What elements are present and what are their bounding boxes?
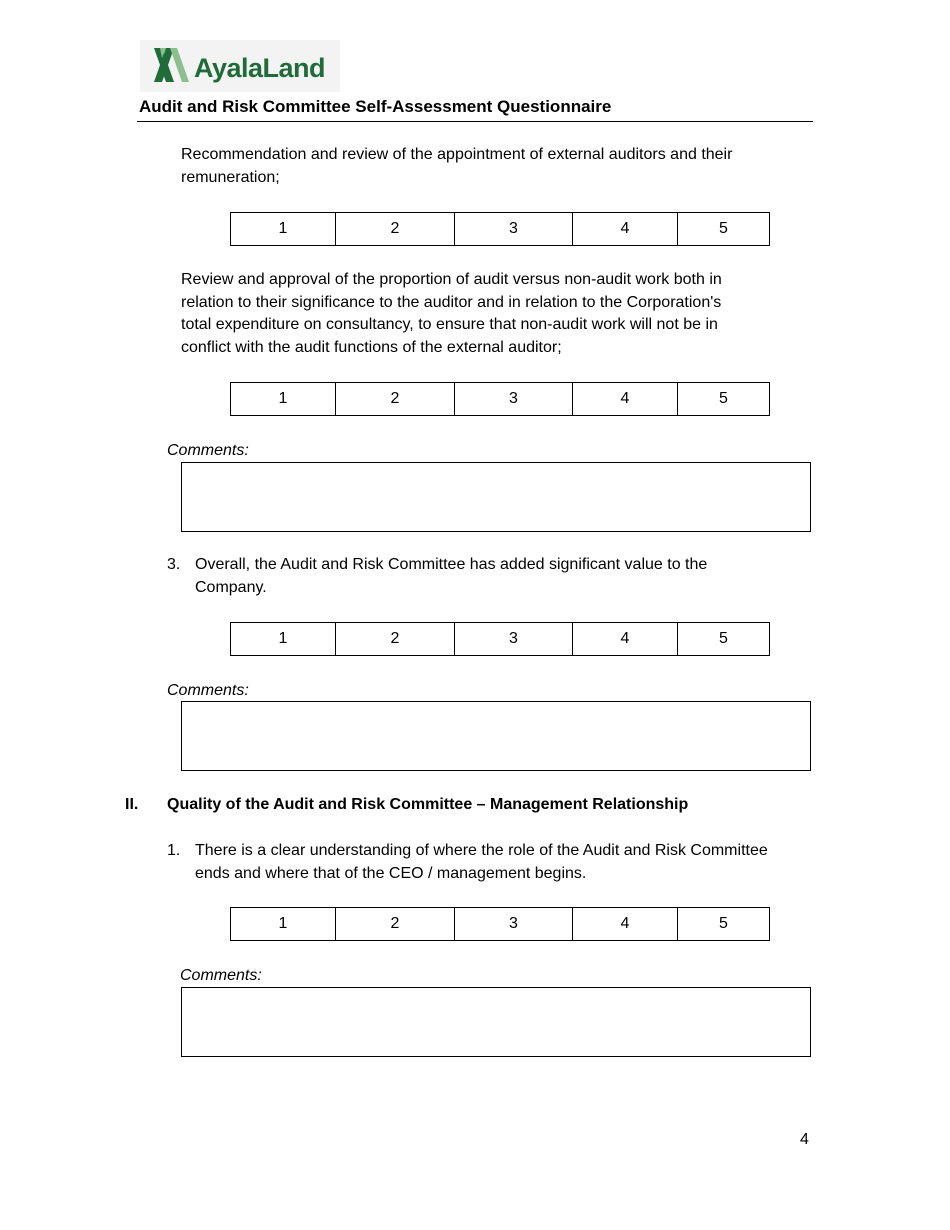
item-text-line: conflict with the audit functions of the external auditor;: [181, 338, 562, 356]
comments-label: Comments:: [167, 682, 249, 699]
question-text-line: Overall, the Audit and Risk Committee has added significant value to the: [195, 556, 708, 573]
comments-label: Comments:: [180, 967, 262, 984]
page-number: 4: [800, 1131, 809, 1148]
rating-option-2[interactable]: 2: [336, 623, 455, 656]
item-text-line: Recommendation and review of the appointment of external auditors and their: [181, 146, 733, 163]
question-number: 3.: [167, 556, 181, 573]
comments-box[interactable]: [181, 462, 811, 532]
comments-box[interactable]: [181, 987, 811, 1057]
rating-option-5[interactable]: 5: [678, 383, 770, 416]
question-number: 1.: [167, 842, 181, 859]
question-s2-1-text: [195, 840, 768, 885]
item-text-line: total expenditure on consultancy, to ensure that non-audit work will not be in: [181, 316, 718, 334]
rating-option-5[interactable]: 5: [678, 623, 770, 656]
document-title: Audit and Risk Committee Self-Assessment Questionnaire: [139, 97, 612, 116]
rating-option-2[interactable]: 2: [336, 908, 455, 941]
rating-scale: [230, 907, 770, 941]
item-text-line: remuneration;: [181, 168, 280, 186]
rating-option-4[interactable]: 4: [573, 623, 678, 656]
rating-option-4[interactable]: 4: [573, 213, 678, 246]
rating-option-1[interactable]: 1: [231, 213, 336, 246]
rating-option-3[interactable]: 3: [455, 213, 573, 246]
item-text-line: relation to their significance to the auditor and in relation to the Corporation's: [181, 293, 722, 311]
question-text-line: There is a clear understanding of where the role of the Audit and Risk Committee: [195, 842, 768, 859]
rating-option-5[interactable]: 5: [678, 213, 770, 246]
header-divider: [137, 121, 813, 122]
section-title: Quality of the Audit and Risk Committee – Management Relationship: [167, 796, 689, 813]
rating-option-1[interactable]: 1: [231, 908, 336, 941]
rating-option-2[interactable]: 2: [336, 213, 455, 246]
rating-option-2[interactable]: 2: [336, 383, 455, 416]
comments-box[interactable]: [181, 701, 811, 771]
rating-scale: [230, 382, 770, 416]
question-text-line: ends and where that of the CEO / management begins.: [195, 864, 587, 882]
rating-option-3[interactable]: 3: [455, 623, 573, 656]
rating-option-5[interactable]: 5: [678, 908, 770, 941]
comments-label: Comments:: [167, 442, 249, 459]
rating-option-1[interactable]: 1: [231, 623, 336, 656]
rating-option-1[interactable]: 1: [231, 383, 336, 416]
logo-wordmark: AyalaLand: [194, 53, 326, 83]
rating-option-4[interactable]: 4: [573, 383, 678, 416]
rating-scale: [230, 212, 770, 246]
rating-scale: [230, 622, 770, 656]
rating-option-4[interactable]: 4: [573, 908, 678, 941]
section-numeral: II.: [125, 796, 139, 813]
item-auditor-appointment: [181, 144, 732, 189]
rating-option-3[interactable]: 3: [455, 908, 573, 941]
question-3-text: [195, 554, 707, 599]
rating-option-3[interactable]: 3: [455, 383, 573, 416]
item-non-audit-work: [181, 269, 722, 359]
item-text-line: Review and approval of the proportion of audit versus non-audit work both in: [181, 271, 722, 288]
question-text-line: Company.: [195, 578, 267, 596]
